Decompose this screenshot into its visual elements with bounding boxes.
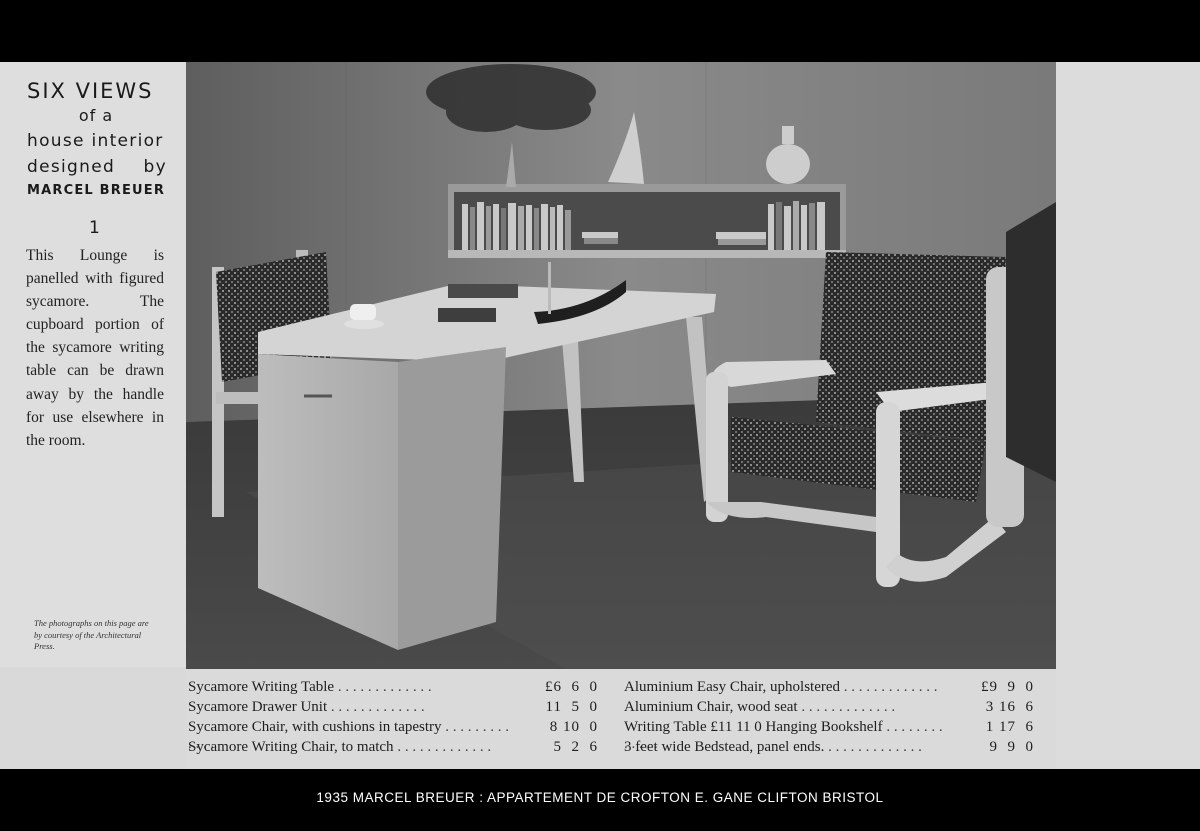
- price-item: Sycamore Drawer Unit . .: [188, 699, 512, 716]
- price-row-right-4: [624, 739, 1034, 756]
- price-value: 8 10 0: [549, 719, 598, 735]
- title-line-1: SIX VIEWS: [27, 79, 154, 103]
- price-row-right-1: [624, 679, 1034, 696]
- title-line-4-word-2: by: [143, 157, 167, 177]
- price-item: Sycamore Writing Table . .: [188, 679, 512, 696]
- magazine-page: [0, 62, 1056, 769]
- view-number: 1: [89, 218, 100, 238]
- title-line-3: house interior: [27, 131, 164, 151]
- price-value: 11 5 0: [545, 699, 598, 715]
- page-edge-strip: [1056, 62, 1200, 769]
- interior-photo-illustration: [186, 62, 1056, 669]
- image-caption: 1935 MARCEL BREUER : APPARTEMENT DE CROFTON E. GANE CLIFTON BRISTOL: [316, 790, 884, 805]
- price-item: Aluminium Easy Chair, upholstered . .: [624, 679, 948, 696]
- title-line-4: [27, 154, 167, 180]
- price-value: £9 9 0: [981, 679, 1034, 695]
- interior-photograph: [186, 62, 1056, 669]
- description-text: This Lounge is panelled with figured sycamore. The cupboard portion of the sycamore writing table can be drawn away by the handle for use elsewhere in the room.: [26, 247, 164, 449]
- price-value: 1 17 6: [985, 719, 1034, 735]
- photo-credit: The photographs on this page are by courtesy of the Architectural Press.: [34, 618, 149, 651]
- price-row-left-1: [188, 679, 598, 696]
- price-row-left-4: [188, 739, 598, 756]
- price-list: [186, 669, 1056, 769]
- title-line-2: of a: [78, 106, 114, 125]
- title-block: [27, 78, 167, 202]
- price-row-left-2: [188, 699, 598, 716]
- sidebar-text-panel: [0, 62, 186, 667]
- price-item: Writing Table £11 11 0 Hanging Bookshelf . .: [624, 719, 948, 753]
- designer-name: MARCEL BREUER: [27, 183, 166, 198]
- price-item: 3 feet wide Bedstead, panel ends. . .: [624, 739, 948, 756]
- price-value: 3 16 6: [985, 699, 1034, 715]
- price-item: Sycamore Writing Chair, to match . .: [188, 739, 512, 756]
- price-item: Aluminium Chair, wood seat . .: [624, 699, 948, 716]
- title-line-4-word-1: designed: [27, 157, 116, 177]
- price-row-right-2: [624, 699, 1034, 716]
- price-value: 9 9 0: [989, 739, 1034, 755]
- price-value: 5 2 6: [553, 739, 598, 755]
- price-item: Sycamore Chair, with cushions in tapestry . .: [188, 719, 512, 753]
- price-value: £6 6 0: [545, 679, 598, 695]
